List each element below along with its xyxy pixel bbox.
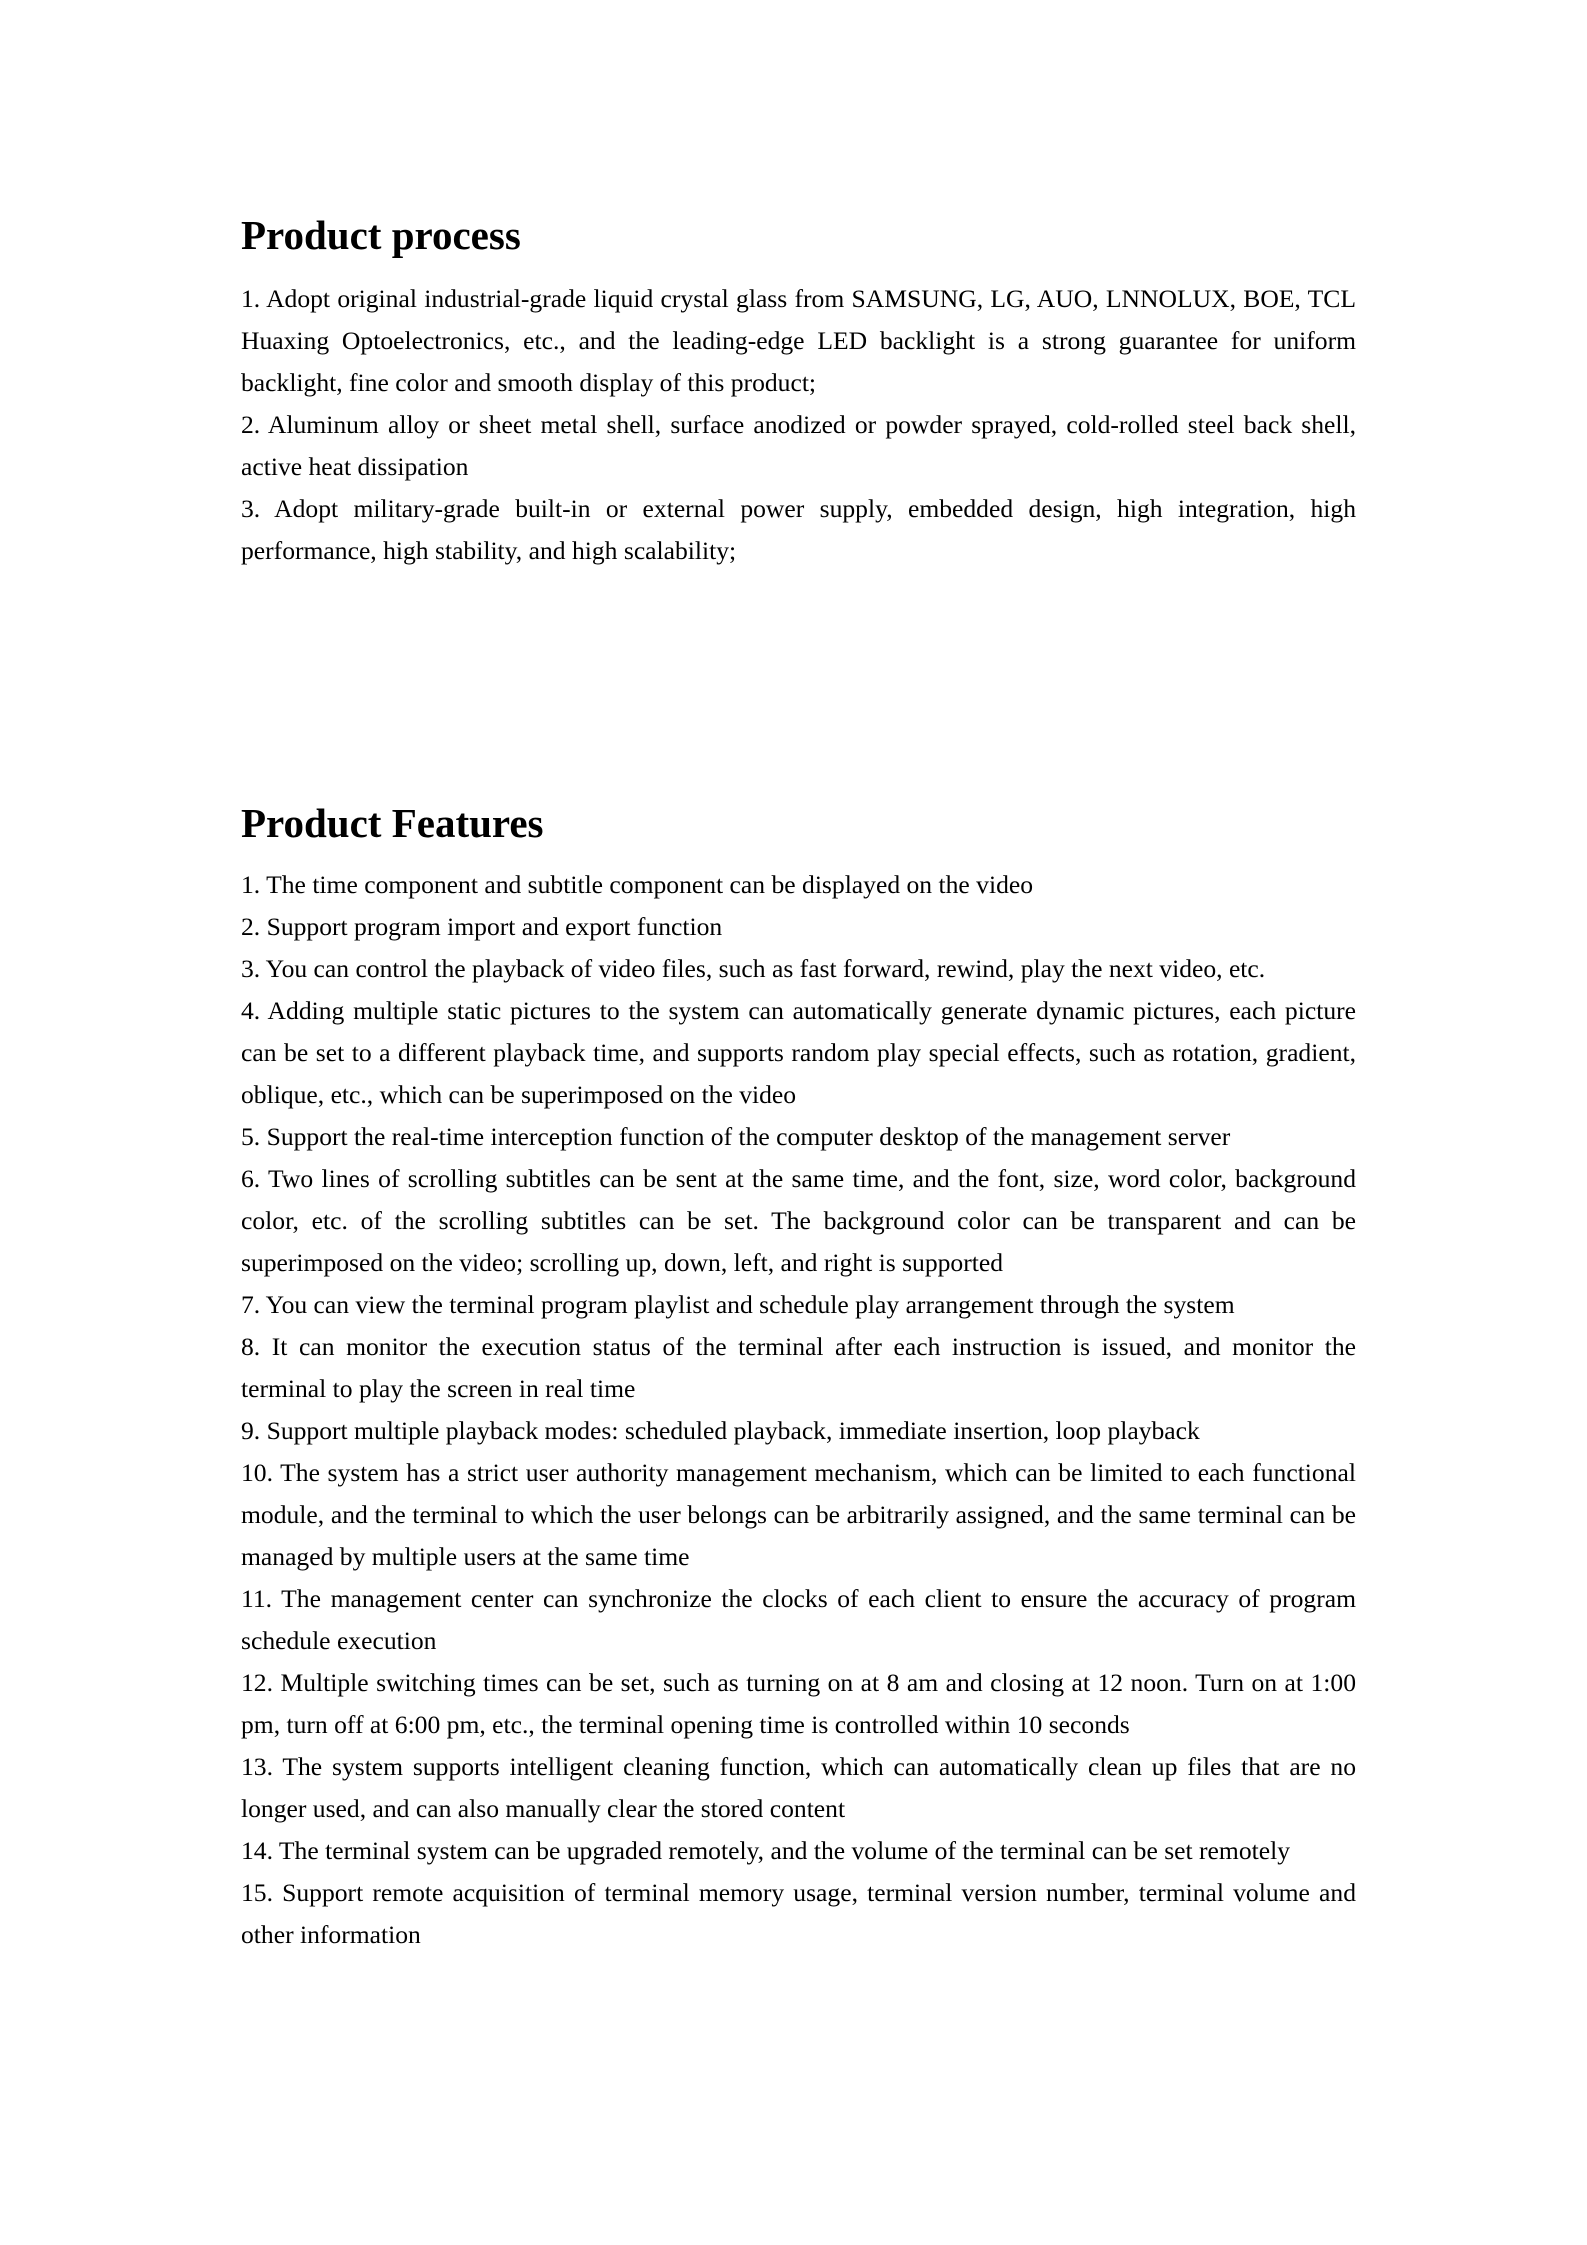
list-item: 4. Adding multiple static pictures to the system can automatically generate dynamic pictures, each picture can be set to a different playback time, and supports random play special effects, such as rotation, gradient, oblique, etc., which can be superimposed on the video [241, 996, 1356, 1109]
list-item: 7. You can view the terminal program playlist and schedule play arrangement through the system [241, 1290, 1235, 1319]
list-item: 6. Two lines of scrolling subtitles can be sent at the same time, and the font, size, word color, background color, etc. of the scrolling subtitles can be set. The background color can be transparent and can be superimposed on the video; scrolling up, down, left, and right is supported [241, 1164, 1356, 1277]
section-heading-product-features: Product Features [241, 800, 544, 846]
list-item: 5. Support the real-time interception function of the computer desktop of the management server [241, 1122, 1231, 1151]
list-item: 15. Support remote acquisition of terminal memory usage, terminal version number, terminal volume and other information [241, 1878, 1356, 1949]
list-item: 8. It can monitor the execution status of the terminal after each instruction is issued, and monitor the terminal to play the screen in real time [241, 1332, 1356, 1403]
list-item: 12. Multiple switching times can be set, such as turning on at 8 am and closing at 12 noon. Turn on at 1:00 pm, turn off at 6:00 pm, etc., the terminal opening time is controlled within 10 seconds [241, 1668, 1356, 1739]
list-item: 11. The management center can synchronize the clocks of each client to ensure the accuracy of program schedule execution [241, 1584, 1356, 1655]
list-item: 1. The time component and subtitle component can be displayed on the video [241, 870, 1034, 899]
list-item: 9. Support multiple playback modes: scheduled playback, immediate insertion, loop playback [241, 1416, 1200, 1445]
list-item: 13. The system supports intelligent cleaning function, which can automatically clean up files that are no longer used, and can also manually clear the stored content [241, 1752, 1356, 1823]
list-item: 2. Aluminum alloy or sheet metal shell, surface anodized or powder sprayed, cold-rolled steel back shell, active heat dissipation [241, 410, 1356, 481]
product-features-list [241, 864, 1356, 1956]
section-heading-product-process: Product process [241, 212, 521, 258]
product-process-list [241, 278, 1356, 572]
list-item: 3. Adopt military-grade built-in or external power supply, embedded design, high integration, high performance, high stability, and high scalability; [241, 494, 1356, 565]
list-item: 10. The system has a strict user authority management mechanism, which can be limited to each functional module, and the terminal to which the user belongs can be arbitrarily assigned, and the same terminal can be managed by multiple users at the same time [241, 1458, 1356, 1571]
list-item: 1. Adopt original industrial-grade liquid crystal glass from SAMSUNG, LG, AUO, LNNOLUX, BOE, TCL Huaxing Optoelectronics, etc., and the leading-edge LED backlight is a strong guarantee for uniform backlight, fine color and smooth display of this product; [241, 284, 1356, 397]
list-item: 3. You can control the playback of video files, such as fast forward, rewind, play the next video, etc. [241, 954, 1266, 983]
list-item: 14. The terminal system can be upgraded remotely, and the volume of the terminal can be set remotely [241, 1836, 1290, 1865]
list-item: 2. Support program import and export function [241, 912, 723, 941]
